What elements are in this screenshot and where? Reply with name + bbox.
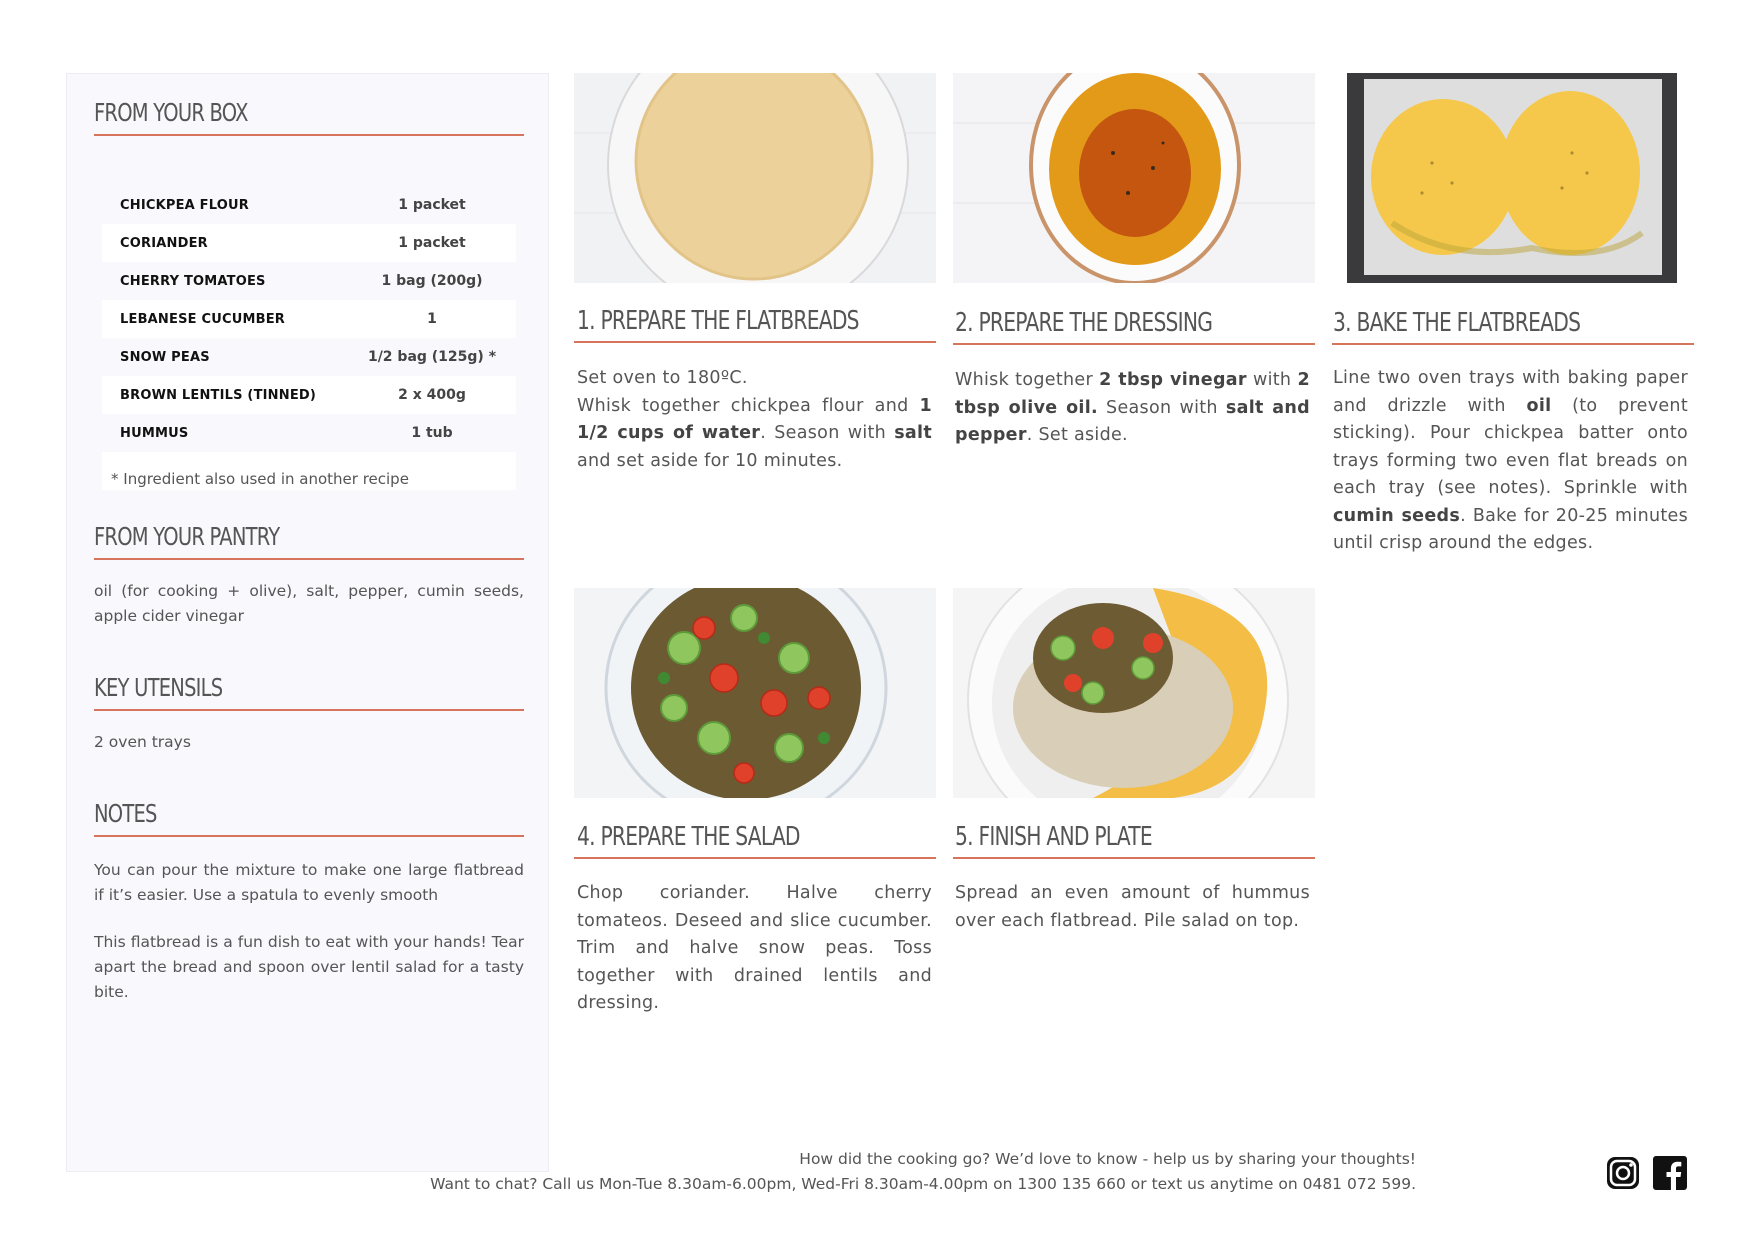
step-5-photo (953, 588, 1315, 798)
step-divider (1332, 343, 1694, 345)
step-5-text: Spread an even amount of hummus over each flatbread. Pile salad on top. (955, 883, 1310, 931)
ingredient-name: HUMMUS (120, 425, 189, 441)
section-divider (94, 134, 524, 136)
ingredient-row (102, 414, 516, 452)
step-3-text: Line two oven trays with baking paper and drizzle with oil (to prevent sticking). Pour chickpea batter onto trays forming two even flat breads on each tray (see notes). Sprinkle with cumin seeds. Bake for 20-25 minutes until crisp around the edges. (1333, 368, 1688, 553)
ingredient-row (102, 300, 516, 338)
ingredient-row (102, 262, 516, 300)
ingredient-qty: 1 (348, 300, 516, 338)
step-5-title: 5. FINISH AND PLATE (955, 822, 1152, 852)
note-paragraph: You can pour the mixture to make one large flatbread if it’s easier. Use a spatula to evenly smooth (94, 861, 524, 904)
step-2-photo (953, 73, 1315, 283)
ingredients-sidebar (66, 73, 549, 1172)
ingredient-row (102, 186, 516, 224)
ingredient-name: CORIANDER (102, 224, 348, 262)
from-your-box-title: FROM YOUR BOX (94, 98, 248, 127)
pantry-text: oil (for cooking + olive), salt, pepper, cumin seeds, apple cider vinegar (94, 582, 524, 625)
ingredient-qty: 1 bag (200g) (381, 273, 483, 289)
ingredient-qty: 2 x 400g (348, 376, 516, 414)
step-divider (574, 857, 936, 859)
key-utensils-title: KEY UTENSILS (94, 673, 223, 702)
step-2-text: Whisk together 2 tbsp vinegar with 2 tbsp olive oil. Season with salt and pepper. Set aside. (955, 370, 1310, 445)
ingredient-row (102, 224, 516, 262)
step-divider (953, 857, 1315, 859)
step-1-text: Set oven to 180ºC. Whisk together chickpea flour and 1 1/2 cups of water. Season with salt and set aside for 10 minutes. (577, 368, 933, 471)
ingredient-qty: 1/2 bag (125g) * (367, 349, 497, 365)
footer-feedback-text: How did the cooking go? We’d love to know - help us by sharing your thoughts! (799, 1150, 1416, 1168)
ingredient-qty: 1 packet (348, 224, 516, 262)
footer-contact-text: Want to chat? Call us Mon-Tue 8.30am-6.00pm, Wed-Fri 8.30am-4.00pm on 1300 135 660 or text us anytime on 0481 072 599. (430, 1175, 1416, 1193)
ingredients-table (102, 186, 516, 490)
section-divider (94, 709, 524, 711)
step-divider (953, 343, 1315, 345)
facebook-icon[interactable] (1652, 1155, 1688, 1191)
step-4-photo (574, 588, 936, 798)
section-divider (94, 558, 524, 560)
step-4-text: Chop coriander. Halve cherry tomateos. Deseed and slice cucumber. Trim and halve snow peas. Toss together with drained lentils and dressing. (577, 883, 932, 1013)
instagram-icon[interactable] (1605, 1155, 1641, 1191)
from-your-pantry-title: FROM YOUR PANTRY (94, 522, 280, 551)
ingredient-qty: 1 packet (398, 197, 466, 213)
note-paragraph: This flatbread is a fun dish to eat with your hands! Tear apart the bread and spoon over lentil salad for a tasty bite. (94, 933, 524, 1001)
ingredient-name: LEBANESE CUCUMBER (102, 300, 348, 338)
notes-title: NOTES (94, 799, 157, 828)
step-divider (574, 341, 936, 343)
section-divider (94, 835, 524, 837)
ingredient-row (102, 376, 516, 414)
step-4-title: 4. PREPARE THE SALAD (577, 822, 800, 852)
ingredient-name: SNOW PEAS (120, 349, 210, 365)
utensils-text: 2 oven trays (94, 733, 191, 751)
step-3-title: 3. BAKE THE FLATBREADS (1333, 308, 1581, 338)
ingredient-name: CHICKPEA FLOUR (120, 197, 249, 213)
step-3-photo (1332, 73, 1694, 283)
ingredient-footnote: * Ingredient also used in another recipe (111, 470, 409, 488)
step-1-title: 1. PREPARE THE FLATBREADS (577, 306, 859, 336)
ingredient-name: BROWN LENTILS (TINNED) (102, 376, 348, 414)
ingredient-qty: 1 tub (411, 425, 453, 441)
ingredient-name: CHERRY TOMATOES (120, 273, 266, 289)
ingredient-row (102, 338, 516, 376)
step-2-title: 2. PREPARE THE DRESSING (955, 308, 1213, 338)
step-1-photo (574, 73, 936, 283)
